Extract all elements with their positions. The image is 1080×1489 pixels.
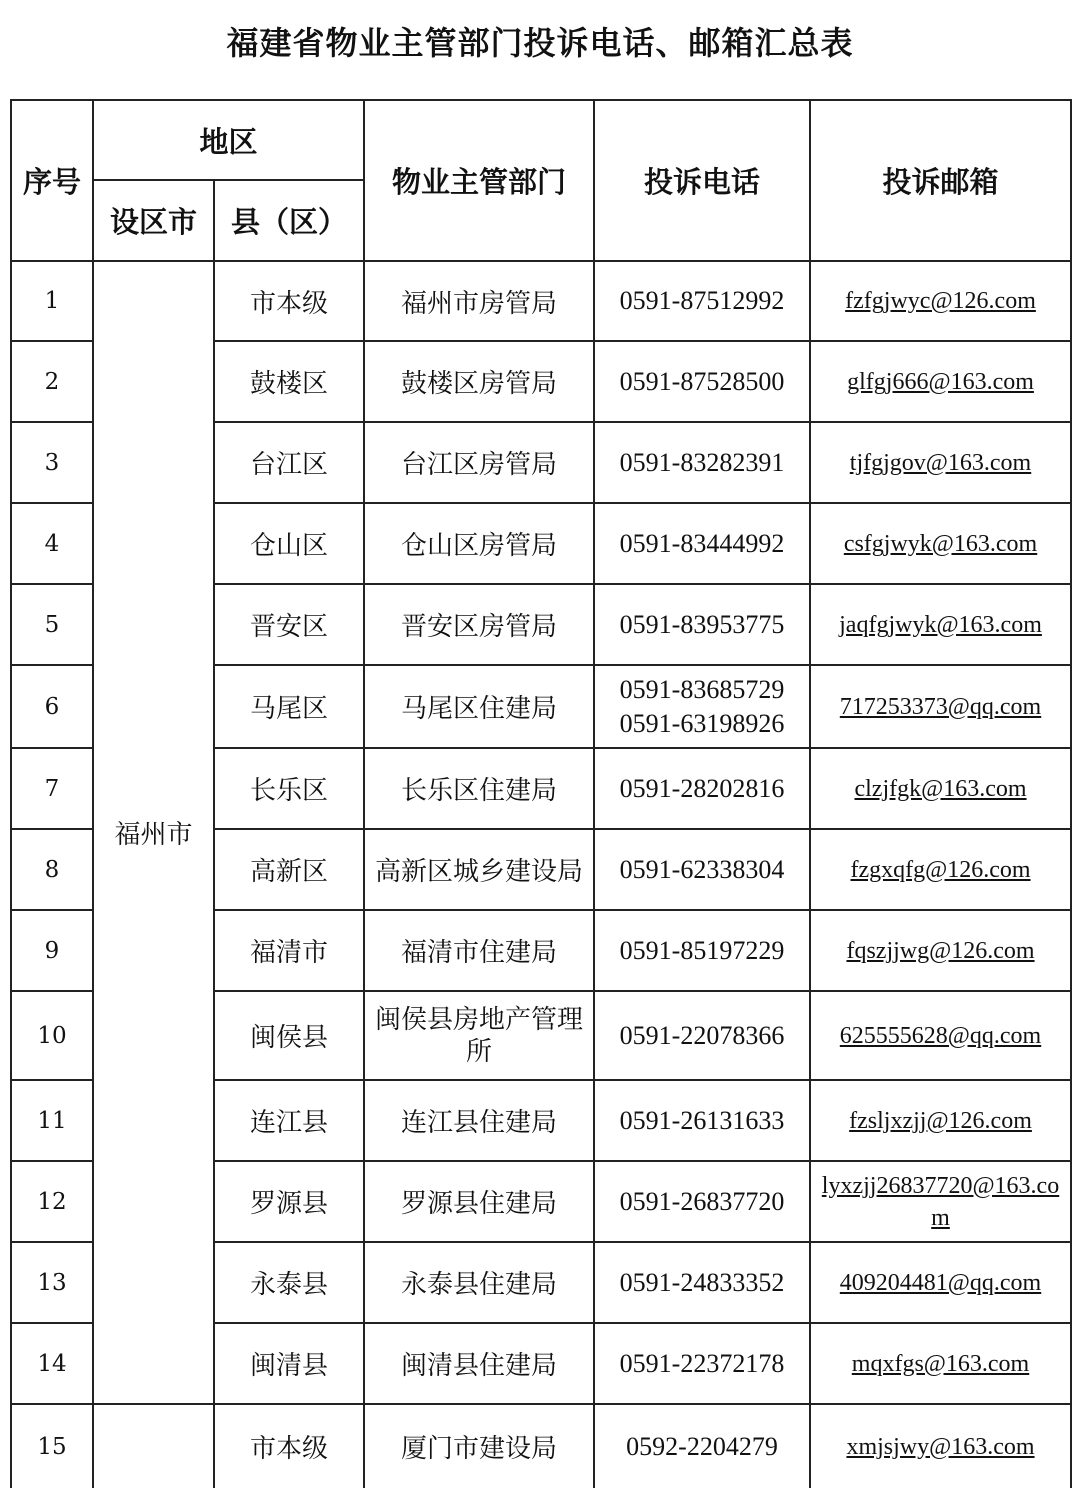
row-county: 罗源县: [214, 1161, 364, 1242]
row-email[interactable]: fqszjjwg@126.com: [810, 910, 1071, 991]
row-dept: 厦门市建设局: [364, 1404, 594, 1488]
row-county: 市本级: [214, 1404, 364, 1488]
row-phone: 0591-62338304: [594, 829, 810, 910]
page-title: 福建省物业主管部门投诉电话、邮箱汇总表: [226, 24, 854, 62]
row-dept: 鼓楼区房管局: [364, 341, 594, 422]
row-dept: 闽清县住建局: [364, 1323, 594, 1404]
row-dept: 台江区房管局: [364, 422, 594, 503]
row-seq: 4: [11, 503, 93, 584]
row-seq: 10: [11, 991, 93, 1080]
row-county: 长乐区: [214, 748, 364, 829]
header-email: 投诉邮箱: [810, 100, 1071, 261]
row-seq: 5: [11, 584, 93, 665]
row-dept: 闽侯县房地产管理所: [364, 991, 594, 1080]
row-seq: 2: [11, 341, 93, 422]
city-cell-fuzhou: 福州市: [93, 261, 214, 1404]
row-phone: 0591-83953775: [594, 584, 810, 665]
row-phone: 0591-85197229: [594, 910, 810, 991]
row-seq: 9: [11, 910, 93, 991]
header-city: 设区市: [93, 180, 214, 261]
row-phone: 0591-87528500: [594, 341, 810, 422]
row-county: 马尾区: [214, 665, 364, 748]
row-email[interactable]: 625555628@qq.com: [810, 991, 1071, 1080]
row-phone: 0591-87512992: [594, 261, 810, 341]
row-email[interactable]: xmjsjwy@163.com: [810, 1404, 1071, 1488]
row-county: 台江区: [214, 422, 364, 503]
row-phone: 0591-28202816: [594, 748, 810, 829]
row-dept: 永泰县住建局: [364, 1242, 594, 1323]
row-seq: 1: [11, 261, 93, 341]
row-email[interactable]: lyxzjj26837720@163.com: [810, 1161, 1071, 1242]
table-row: [11, 261, 1071, 341]
table-row: [11, 1404, 1071, 1488]
row-phone: 0591-22078366: [594, 991, 810, 1080]
row-phone: [594, 665, 810, 748]
row-seq: 11: [11, 1080, 93, 1161]
row-dept: 晋安区房管局: [364, 584, 594, 665]
row-dept: 仓山区房管局: [364, 503, 594, 584]
header-dept: 物业主管部门: [364, 100, 594, 261]
row-email[interactable]: 409204481@qq.com: [810, 1242, 1071, 1323]
row-email[interactable]: 717253373@qq.com: [810, 665, 1071, 748]
row-dept: 长乐区住建局: [364, 748, 594, 829]
header-seq: 序号: [11, 100, 93, 261]
row-dept: 福清市住建局: [364, 910, 594, 991]
complaint-table: [10, 99, 1072, 1488]
row-dept: 连江县住建局: [364, 1080, 594, 1161]
row-email[interactable]: tjfgjgov@163.com: [810, 422, 1071, 503]
row-dept: 高新区城乡建设局: [364, 829, 594, 910]
row-email[interactable]: fzgxqfg@126.com: [810, 829, 1071, 910]
row-phone-line-2: 0591-63198926: [619, 708, 785, 738]
row-seq: 3: [11, 422, 93, 503]
row-email[interactable]: glfgj666@163.com: [810, 341, 1071, 422]
header-county: 县（区）: [214, 180, 364, 261]
row-county: 闽清县: [214, 1323, 364, 1404]
row-phone: 0591-83444992: [594, 503, 810, 584]
row-email[interactable]: fzsljxzjj@126.com: [810, 1080, 1071, 1161]
row-dept: 罗源县住建局: [364, 1161, 594, 1242]
row-email[interactable]: mqxfgs@163.com: [810, 1323, 1071, 1404]
row-seq: 13: [11, 1242, 93, 1323]
city-cell-empty: [93, 1404, 214, 1488]
row-county: 福清市: [214, 910, 364, 991]
header-phone: 投诉电话: [594, 100, 810, 261]
row-email[interactable]: clzjfgk@163.com: [810, 748, 1071, 829]
row-email[interactable]: csfgjwyk@163.com: [810, 503, 1071, 584]
row-county: 高新区: [214, 829, 364, 910]
row-county: 仓山区: [214, 503, 364, 584]
row-phone: 0592-2204279: [594, 1404, 810, 1488]
row-county: 鼓楼区: [214, 341, 364, 422]
row-seq: 8: [11, 829, 93, 910]
row-phone: 0591-83282391: [594, 422, 810, 503]
row-seq: 7: [11, 748, 93, 829]
row-county: 永泰县: [214, 1242, 364, 1323]
row-email[interactable]: jaqfgjwyk@163.com: [810, 584, 1071, 665]
row-email[interactable]: fzfgjwyc@126.com: [810, 261, 1071, 341]
row-county: 连江县: [214, 1080, 364, 1161]
row-dept: 马尾区住建局: [364, 665, 594, 748]
row-seq: 12: [11, 1161, 93, 1242]
row-county: 闽侯县: [214, 991, 364, 1080]
header-region: 地区: [93, 100, 364, 180]
row-county: 市本级: [214, 261, 364, 341]
row-seq: 6: [11, 665, 93, 748]
row-seq: 14: [11, 1323, 93, 1404]
row-seq: 15: [11, 1404, 93, 1488]
row-phone: 0591-22372178: [594, 1323, 810, 1404]
row-county: 晋安区: [214, 584, 364, 665]
row-phone: 0591-26837720: [594, 1161, 810, 1242]
row-phone: 0591-24833352: [594, 1242, 810, 1323]
row-phone-line-1: 0591-83685729: [619, 674, 785, 704]
row-phone: 0591-26131633: [594, 1080, 810, 1161]
row-dept: 福州市房管局: [364, 261, 594, 341]
